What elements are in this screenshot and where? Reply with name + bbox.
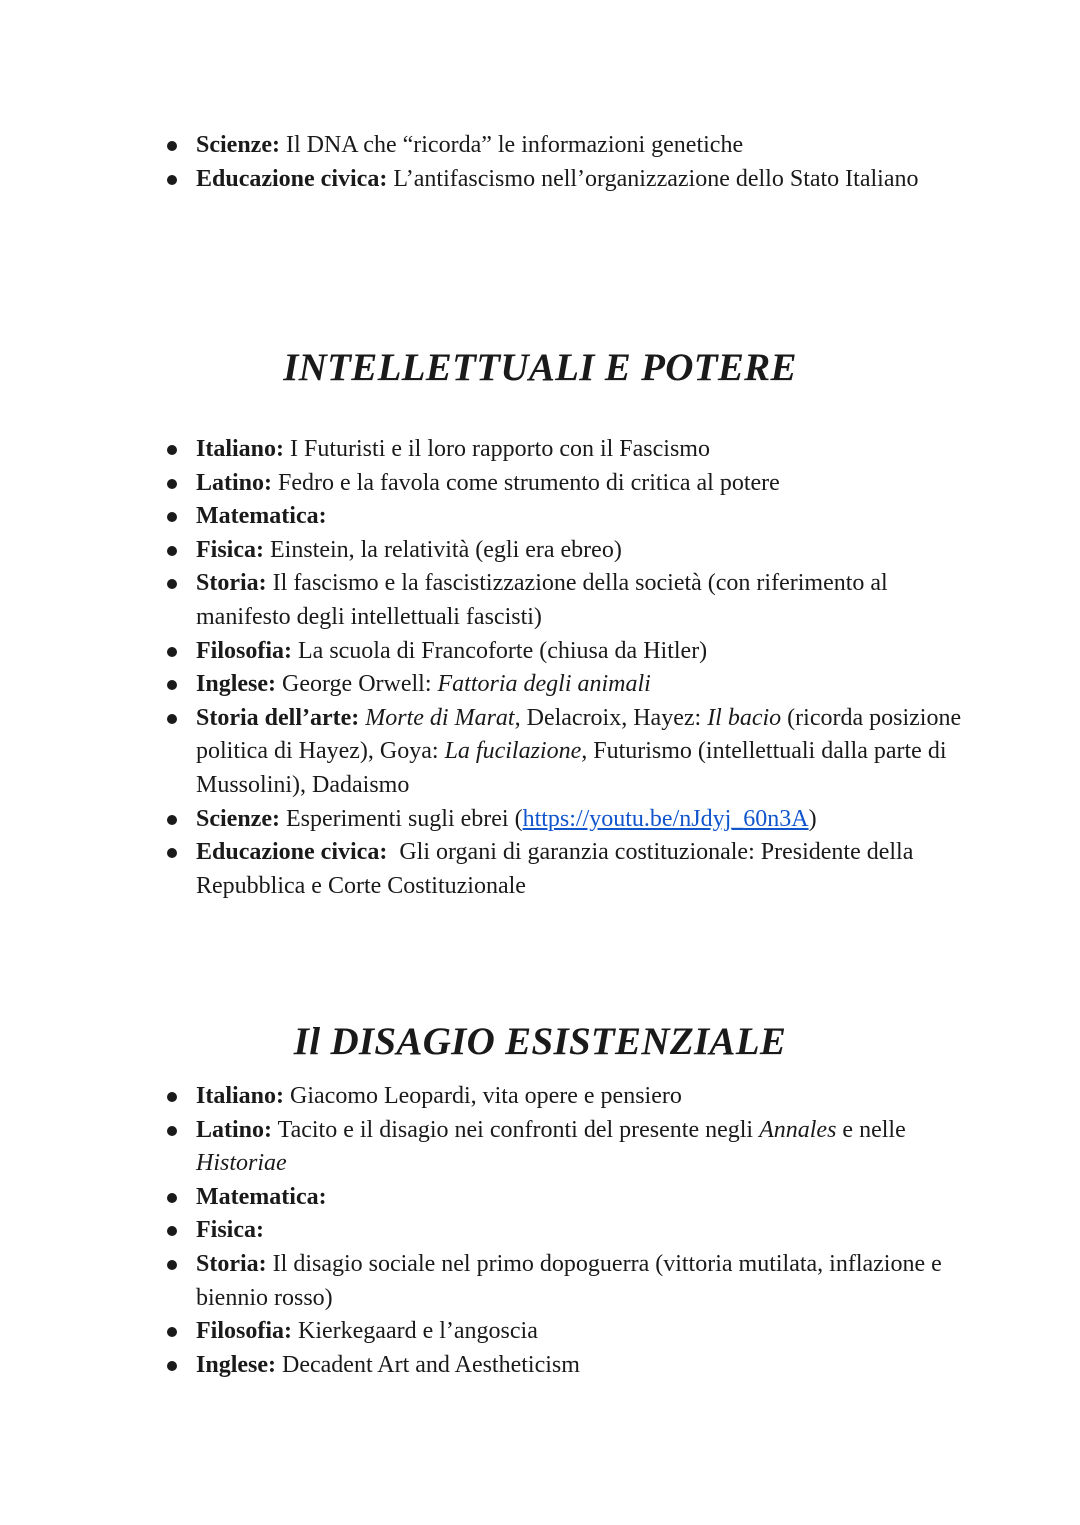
item-text: Kierkegaard e l’angoscia <box>292 1318 538 1345</box>
item-text: Giacomo Leopardi, vita opere e pensiero <box>284 1083 682 1109</box>
item-text: Il fascismo e la fascistizzazione della società (con riferimento al manifesto degli intellettuali fascisti) <box>196 570 888 630</box>
list-item <box>196 500 976 534</box>
subject-label: Matematica: <box>196 503 327 530</box>
work-title: Il bacio <box>707 704 782 731</box>
list-item <box>196 668 976 702</box>
subject-label: Inglese: <box>196 671 276 698</box>
list-item <box>196 567 976 634</box>
list-item <box>196 534 976 568</box>
item-text: George Orwell: <box>276 671 438 698</box>
item-text: , Delacroix, Hayez: <box>514 704 708 731</box>
list-item <box>196 836 976 903</box>
subject-label: Fisica: <box>196 1217 264 1244</box>
item-text: Il DNA che “ricorda” le informazioni genetiche <box>279 132 744 158</box>
subject-label: Filosofia: <box>196 1318 292 1345</box>
subject-label: Latino: <box>196 469 273 496</box>
subject-label: Scienze: <box>196 805 280 832</box>
bullet-list-intellettuali <box>196 433 976 903</box>
list-item <box>196 1315 976 1349</box>
subject-label: Latino: <box>196 1116 273 1143</box>
list-item <box>196 635 976 669</box>
subject-label: Storia: <box>196 1250 267 1277</box>
subject-label: Educazione civica: <box>196 165 388 192</box>
item-text: Decadent Art and Aestheticism <box>276 1351 580 1378</box>
item-text: e nelle <box>836 1116 906 1143</box>
item-text: L’antifascismo nell’organizzazione dello Stato Italiano <box>387 165 919 192</box>
subject-label: Filosofia: <box>196 637 292 664</box>
work-title: Morte di Marat <box>365 704 515 731</box>
list-item <box>196 702 976 803</box>
subject-label: Inglese: <box>196 1351 276 1378</box>
section-title-intellettuali: INTELLETTUALI E POTERE <box>283 346 797 389</box>
item-text: Tacito e il disagio nei confronti del presente negli <box>272 1116 760 1143</box>
list-item <box>196 1248 976 1315</box>
bullet-list-disagio <box>196 1080 976 1382</box>
subject-label: Scienze: <box>196 132 280 158</box>
item-text: La scuola di Francoforte (chiusa da Hitler) <box>292 637 708 664</box>
work-title: La fucilazione, <box>444 738 588 765</box>
list-item <box>196 803 976 837</box>
subject-label: Fisica: <box>196 536 264 563</box>
list-item <box>196 129 976 163</box>
list-item <box>196 1214 976 1248</box>
bullet-list-continued <box>196 129 976 196</box>
subject-label: Storia: <box>196 570 267 597</box>
work-title: Historiae <box>196 1150 287 1177</box>
item-text: Futurismo (intellettuali dalla parte di Mussolini), Dadaismo <box>196 738 947 798</box>
item-text: Fedro e la favola come strumento di critica al potere <box>272 469 780 496</box>
item-text: Gli organi di garanzia costituzionale: Presidente della Repubblica e Corte Costituzionale <box>196 839 920 899</box>
item-text: Il disagio sociale nel primo dopoguerra (vittoria mutilata, inflazione e biennio rosso) <box>196 1250 942 1311</box>
list-item <box>196 1114 976 1181</box>
work-title: Fattoria degli animali <box>437 671 651 698</box>
work-title: Annales <box>759 1116 837 1143</box>
list-item <box>196 467 976 501</box>
item-text: I Futuristi e il loro rapporto con il Fascismo <box>284 436 710 462</box>
list-item <box>196 163 976 197</box>
subject-label: Storia dell’arte: <box>196 704 360 731</box>
item-text: Einstein, la relatività (egli era ebreo) <box>263 536 622 563</box>
item-text: Esperimenti sugli ebrei ( <box>279 805 523 832</box>
list-item <box>196 433 976 467</box>
list-item <box>196 1080 976 1114</box>
list-item <box>196 1349 976 1383</box>
section-title-disagio: Il DISAGIO ESISTENZIALE <box>293 1020 787 1063</box>
subject-label: Italiano: <box>196 1083 285 1109</box>
item-text: ) <box>808 805 817 832</box>
video-link[interactable]: https://youtu.be/nJdyj_60n3A <box>522 805 809 832</box>
subject-label: Matematica: <box>196 1183 327 1210</box>
list-item <box>196 1181 976 1215</box>
subject-label: Educazione civica: <box>196 839 388 866</box>
subject-label: Italiano: <box>196 436 285 462</box>
item-text: (ricorda posizione politica di Hayez), Goya: <box>196 704 962 765</box>
